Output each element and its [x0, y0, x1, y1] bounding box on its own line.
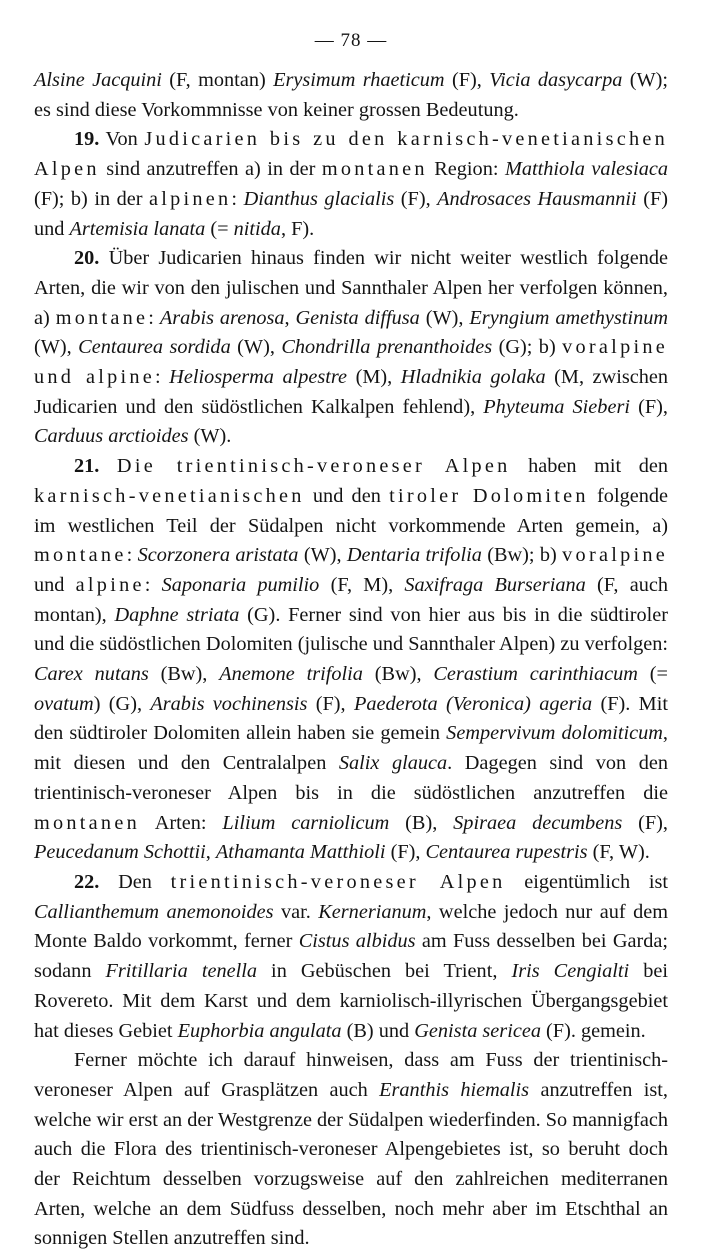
- text-run: (W).: [188, 425, 232, 448]
- text-run: ,: [284, 306, 296, 329]
- species-name: Anemone trifolia: [219, 663, 363, 686]
- spaced-emphasis: montanen: [34, 811, 140, 834]
- species-name: nitida: [233, 217, 281, 240]
- species-name: Saxifraga Burseriana: [404, 573, 586, 596]
- text-run: Von: [99, 128, 145, 151]
- text-run: Arten:: [139, 811, 223, 834]
- text-run: und: [34, 573, 76, 596]
- text-run: haben mit den: [510, 455, 668, 478]
- section-number: 21.: [74, 455, 100, 478]
- species-name: Centaurea sordida: [78, 336, 231, 359]
- species-name: Genista diffusa: [295, 306, 420, 329]
- paragraph: [34, 1046, 668, 1254]
- text-run: (W),: [419, 306, 470, 329]
- text-run: (F). Mit den südtiroler Dolomiten allein haben sie gemein: [34, 692, 668, 745]
- text-run: (F); b) in der: [34, 187, 149, 210]
- text-run: (W),: [298, 544, 347, 567]
- spaced-emphasis: tiroler Dolomiten: [389, 484, 589, 507]
- text-run: eigentümlich ist: [505, 870, 668, 893]
- species-name: ovatum: [34, 692, 94, 715]
- species-name: Spiraea decumbens: [453, 811, 623, 834]
- text-run: :: [148, 306, 160, 329]
- text-run: (Bw),: [362, 663, 434, 686]
- species-name: Cerastium carinthiacum: [433, 663, 638, 686]
- text-run: , mit diesen und den Centralalpen: [34, 722, 668, 775]
- text-run: (F, auch montan),: [34, 573, 669, 626]
- species-name: Arabis arenosa: [159, 306, 285, 329]
- text-run: anzutreffen ist, welche wir erst an der Westgrenze der Südalpen wiederfinden. So mannigfach auch die Flora des trientinisch-veroneser Alpengebietes ist, so beruht doch der Reichtum desselben vorzugsweise auf den zahlreichen mediterranen Arten, welche an dem Südfuss desselben, noch mehr aber im Etschthal an sonnigen Stellen anzutreffen sind.: [34, 1078, 669, 1250]
- species-name: Fritillaria tenella: [105, 960, 258, 983]
- spaced-emphasis: montane: [55, 306, 149, 329]
- text-run: (F),: [444, 69, 490, 91]
- species-name: Lilium carniolicum: [222, 811, 390, 834]
- species-name: Erysimum rhaeticum: [273, 69, 445, 91]
- text-run: (G). Ferner sind von hier aus bis in die südtiroler und die südöstlichen Dolomiten (julische und Sannthaler Alpen) zu verfolgen:: [34, 603, 668, 656]
- species-name: Heliosperma alpestre: [169, 366, 348, 389]
- paragraph: [34, 244, 668, 452]
- spaced-emphasis: alpinen: [148, 187, 232, 210]
- species-name: Phyteuma Sieberi: [483, 395, 630, 418]
- spaced-emphasis: Judicarien bis zu den karnisch-venetianischen Alpen: [34, 128, 668, 181]
- text-run: (G); b): [492, 336, 563, 359]
- species-name: Callianthemum anemonoides: [34, 900, 274, 923]
- species-name: Sempervivum dolomiticum: [446, 722, 663, 745]
- text-run: (Bw); b): [481, 544, 563, 567]
- text-run: sind anzutreffen a) in der: [99, 158, 322, 181]
- text-run: var.: [273, 900, 319, 923]
- text-run: Den: [99, 870, 171, 893]
- species-name: Vicia dasycarpa: [489, 69, 623, 91]
- text-run: folgende im westlichen Teil der Südalpen nicht vorkommende Arten gemein, a): [34, 484, 669, 537]
- text-run: ) (G),: [93, 692, 151, 715]
- text-run: , F).: [280, 217, 315, 240]
- text-run: (F, M),: [319, 573, 405, 596]
- text-run: (M, zwischen Judicarien und den südöstlichen Kalkalpen fehlend),: [34, 366, 669, 418]
- species-name: Matthiola valesiaca: [504, 158, 668, 181]
- species-name: Androsaces Hausmannii: [437, 187, 637, 210]
- text-run: (=: [637, 663, 668, 686]
- text-run: am Fuss desselben bei Garda; sodann: [34, 930, 669, 983]
- text-run: :: [155, 366, 170, 389]
- species-name: Paederota (Veronica) ageria: [353, 692, 593, 715]
- species-name: Alsine Jacquini: [34, 69, 162, 91]
- species-name: Eryngium amethystinum: [469, 306, 668, 329]
- text-run: (B),: [389, 811, 454, 834]
- species-name: Kernerianum: [318, 900, 427, 923]
- species-name: Daphne striata: [114, 603, 240, 626]
- spaced-emphasis: trientinisch-veroneser Alpen: [170, 870, 506, 893]
- text-run: , welche jedoch nur auf dem Monte Baldo vorkommt, ferner: [34, 900, 668, 953]
- species-name: Saponaria pumilio: [161, 573, 320, 596]
- text-run: bei Rovereto. Mit dem Karst und dem karniolisch-illyrischen Übergangsgebiet hat dieses Gebiet: [34, 960, 668, 1042]
- paragraph: [34, 66, 668, 125]
- species-name: Cistus albidus: [298, 930, 416, 953]
- spaced-emphasis: voralpine und alpine: [34, 336, 668, 389]
- text-run: (F, montan): [161, 69, 274, 91]
- text-run: und den: [304, 484, 390, 507]
- species-name: Genista sericea: [414, 1019, 541, 1042]
- section-number: 19.: [74, 128, 100, 151]
- text-run: :: [126, 544, 138, 567]
- species-name: Carduus arctioides: [34, 425, 189, 448]
- text-run: (F),: [394, 187, 438, 210]
- paragraph: [34, 452, 668, 868]
- text-run: (F) und: [34, 187, 668, 240]
- species-name: Arabis vochinensis: [150, 692, 308, 715]
- section-number: 22.: [74, 870, 100, 893]
- text-run: . Dagegen sind von den trientinisch-veroneser Alpen bis in die südöstlichen anzutreffen die: [34, 752, 668, 804]
- paragraph: [34, 125, 668, 244]
- species-name: Euphorbia angulata: [177, 1019, 342, 1042]
- section-number: 20.: [74, 247, 100, 270]
- species-name: Dianthus glacialis: [243, 187, 395, 210]
- text-run: (F). gemein.: [540, 1019, 646, 1042]
- text-run: (=: [205, 217, 234, 240]
- text-run: in Gebüschen bei Trient,: [257, 960, 512, 983]
- text-run: :: [231, 187, 244, 210]
- species-name: Iris Cengialti: [511, 960, 630, 983]
- text-run: (F),: [307, 692, 354, 715]
- spaced-emphasis: alpine: [75, 573, 145, 596]
- spaced-emphasis: karnisch-venetianischen: [34, 484, 305, 507]
- text-run: ,: [205, 841, 216, 864]
- text-run: (Bw),: [148, 663, 220, 686]
- text-run: Über Judicarien hinaus finden wir nicht weiter westlich folgende Arten, die wir von den julischen und Sannthaler Alpen her verfolgen können, a): [34, 247, 668, 329]
- text-run: (F),: [622, 811, 668, 834]
- species-name: Artemisia lanata: [69, 217, 206, 240]
- text-run: [99, 455, 117, 477]
- species-name: Centaurea rupestris: [425, 841, 588, 864]
- species-name: Dentaria trifolia: [346, 544, 482, 567]
- text-run: Region:: [427, 158, 505, 181]
- species-name: Chondrilla prenanthoides: [281, 336, 493, 359]
- species-name: Hladnikia golaka: [400, 366, 546, 389]
- species-name: Eranthis hiemalis: [379, 1078, 530, 1101]
- species-name: Athamanta Matthioli: [215, 841, 386, 864]
- page-number: — 78 —: [314, 30, 388, 51]
- text-run: (M),: [347, 366, 401, 389]
- text-run: (B) und: [341, 1019, 415, 1042]
- text-run: (F),: [385, 841, 426, 864]
- species-name: Peucedanum Schottii: [34, 841, 206, 864]
- species-name: Carex nutans: [34, 663, 149, 686]
- text-run: (W),: [34, 336, 79, 359]
- text-run: (W),: [230, 336, 282, 359]
- text-run: :: [144, 573, 162, 596]
- text-run: (W); es sind diese Vorkommnisse von keiner grossen Bedeutung.: [34, 69, 669, 121]
- text-run: Ferner möchte ich darauf hinweisen, dass am Fuss der trientinisch-veroneser Alpen auf Grasplätzen auch: [34, 1049, 668, 1101]
- spaced-emphasis: voralpine: [562, 544, 668, 567]
- spaced-emphasis: montanen: [321, 158, 428, 181]
- text-run: (F, W).: [587, 841, 650, 864]
- spaced-emphasis: montane: [34, 544, 127, 567]
- paragraph: [34, 868, 668, 1046]
- spaced-emphasis: Die trientinisch-veroneser Alpen: [116, 455, 511, 478]
- species-name: Scorzonera aristata: [137, 544, 299, 567]
- species-name: Salix glauca: [338, 752, 448, 775]
- text-run: (F),: [629, 395, 668, 418]
- body-text: [34, 66, 668, 1254]
